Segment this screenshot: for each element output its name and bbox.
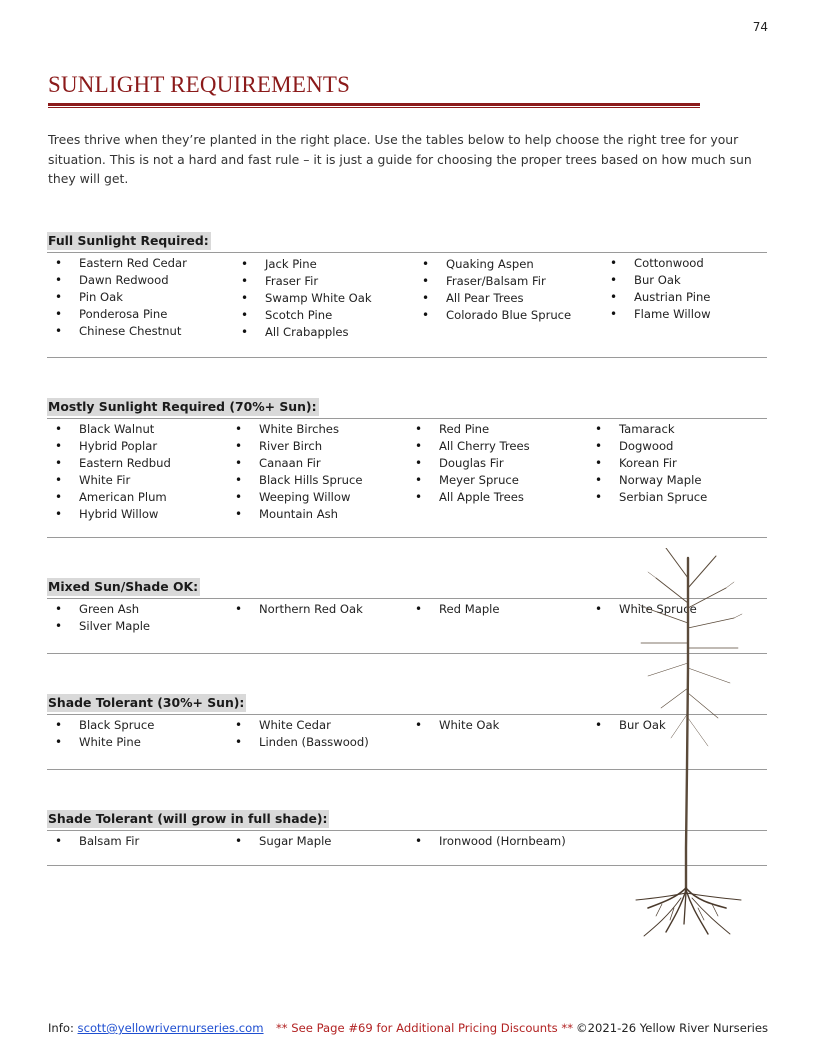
title-underline-thin bbox=[48, 107, 700, 108]
footer bbox=[48, 1021, 768, 1035]
section-full-sunlight bbox=[47, 230, 767, 358]
tree-list-item: • Quaking Aspen bbox=[414, 256, 571, 273]
tree-column bbox=[47, 717, 154, 751]
tree-list-item: • Meyer Spruce bbox=[407, 472, 530, 489]
tree-list-item: • All Pear Trees bbox=[414, 290, 571, 307]
tree-column bbox=[227, 421, 363, 523]
tree-list-item: • Bur Oak bbox=[587, 717, 666, 734]
tree-list-item: • Linden (Basswood) bbox=[227, 734, 369, 751]
tree-list-item: • Eastern Redbud bbox=[47, 455, 171, 472]
tree-list-item: • White Fir bbox=[47, 472, 171, 489]
tree-list-item: • Pin Oak bbox=[47, 289, 187, 306]
tree-list-item: • Black Spruce bbox=[47, 717, 154, 734]
tree-column bbox=[227, 601, 363, 618]
tree-list-item: • Flame Willow bbox=[602, 306, 711, 323]
section-heading: Shade Tolerant (will grow in full shade): bbox=[48, 811, 328, 826]
tree-illustration bbox=[626, 548, 746, 958]
tree-list-item: • Douglas Fir bbox=[407, 455, 530, 472]
tree-list-item: • White Pine bbox=[47, 734, 154, 751]
tree-column bbox=[227, 833, 331, 850]
tree-list-item: • White Birches bbox=[227, 421, 363, 438]
tree-list-item: • Green Ash bbox=[47, 601, 150, 618]
tree-list-item: • Swamp White Oak bbox=[233, 290, 372, 307]
tree-list-item: • Jack Pine bbox=[233, 256, 372, 273]
intro-paragraph: Trees thrive when they’re planted in the right place. Use the tables below to help choose the right tree for your situation. This is not a hard and fast rule – it is just a guide for choosing the proper trees based on how much sun they will get. bbox=[48, 132, 752, 186]
tree-list-item: • Tamarack bbox=[587, 421, 707, 438]
tree-column bbox=[233, 256, 372, 341]
tree-list-item: • Cottonwood bbox=[602, 255, 711, 272]
footer-email-link[interactable]: scott@yellowrivernurseries.com bbox=[77, 1021, 264, 1035]
tree-list-item: • Hybrid Poplar bbox=[47, 438, 171, 455]
tree-list-item: • White Cedar bbox=[227, 717, 369, 734]
tree-list-item: • Fraser Fir bbox=[233, 273, 372, 290]
tree-column bbox=[407, 421, 530, 506]
footer-copyright: ©2021-26 Yellow River Nurseries bbox=[576, 1021, 768, 1035]
tree-list-item: • River Birch bbox=[227, 438, 363, 455]
footer-info-label: Info: bbox=[48, 1021, 74, 1035]
tree-list-item: • White Spruce bbox=[587, 601, 697, 618]
tree-list-item: • Silver Maple bbox=[47, 618, 150, 635]
section-heading: Mixed Sun/Shade OK: bbox=[48, 579, 199, 594]
tree-list-item: • Ponderosa Pine bbox=[47, 306, 187, 323]
tree-list-item: • Chinese Chestnut bbox=[47, 323, 187, 340]
tree-column bbox=[47, 601, 150, 635]
tree-list-item: • Norway Maple bbox=[587, 472, 707, 489]
tree-list-item: • Balsam Fir bbox=[47, 833, 139, 850]
tree-list-item: • White Oak bbox=[407, 717, 499, 734]
tree-column bbox=[407, 833, 566, 850]
tree-column bbox=[407, 601, 500, 618]
section-heading: Shade Tolerant (30%+ Sun): bbox=[48, 695, 245, 710]
tree-column bbox=[47, 255, 187, 340]
tree-column bbox=[47, 421, 171, 523]
tree-column bbox=[227, 717, 369, 751]
tree-column bbox=[602, 255, 711, 323]
tree-list-item: • Dogwood bbox=[587, 438, 707, 455]
tree-list-item: • Colorado Blue Spruce bbox=[414, 307, 571, 324]
footer-pricing-note: ** See Page #69 for Additional Pricing Discounts ** bbox=[276, 1021, 573, 1035]
tree-list-item: • Weeping Willow bbox=[227, 489, 363, 506]
tree-list-item: • Black Hills Spruce bbox=[227, 472, 363, 489]
tree-list-item: • Serbian Spruce bbox=[587, 489, 707, 506]
tree-list-item: • Eastern Red Cedar bbox=[47, 255, 187, 272]
tree-list-item: • All Cherry Trees bbox=[407, 438, 530, 455]
tree-list-item: • Canaan Fir bbox=[227, 455, 363, 472]
tree-column bbox=[47, 833, 139, 850]
tree-list-item: • American Plum bbox=[47, 489, 171, 506]
tree-list-item: • Ironwood (Hornbeam) bbox=[407, 833, 566, 850]
page-title: SUNLIGHT REQUIREMENTS bbox=[48, 72, 351, 97]
section-table bbox=[47, 252, 767, 358]
section-heading: Mostly Sunlight Required (70%+ Sun): bbox=[48, 399, 317, 414]
tree-column bbox=[414, 256, 571, 324]
tree-list-item: • Dawn Redwood bbox=[47, 272, 187, 289]
tree-list-item: • Fraser/Balsam Fir bbox=[414, 273, 571, 290]
title-underline bbox=[48, 103, 700, 106]
tree-list-item: • Austrian Pine bbox=[602, 289, 711, 306]
tree-list-item: • Scotch Pine bbox=[233, 307, 372, 324]
tree-list-item: • Korean Fir bbox=[587, 455, 707, 472]
tree-list-item: • Black Walnut bbox=[47, 421, 171, 438]
section-table bbox=[47, 418, 767, 538]
tree-list-item: • All Crabapples bbox=[233, 324, 372, 341]
section-mostly-sunlight bbox=[47, 396, 767, 538]
page-number: 74 bbox=[752, 20, 768, 34]
tree-column bbox=[407, 717, 499, 734]
tree-list-item: • Mountain Ash bbox=[227, 506, 363, 523]
tree-list-item: • Bur Oak bbox=[602, 272, 711, 289]
tree-list-item: • Northern Red Oak bbox=[227, 601, 363, 618]
section-heading: Full Sunlight Required: bbox=[48, 233, 209, 248]
tree-list-item: • All Apple Trees bbox=[407, 489, 530, 506]
tree-list-item: • Hybrid Willow bbox=[47, 506, 171, 523]
tree-list-item: • Sugar Maple bbox=[227, 833, 331, 850]
tree-list-item: • Red Maple bbox=[407, 601, 500, 618]
tree-column bbox=[587, 421, 707, 506]
tree-list-item: • Red Pine bbox=[407, 421, 530, 438]
